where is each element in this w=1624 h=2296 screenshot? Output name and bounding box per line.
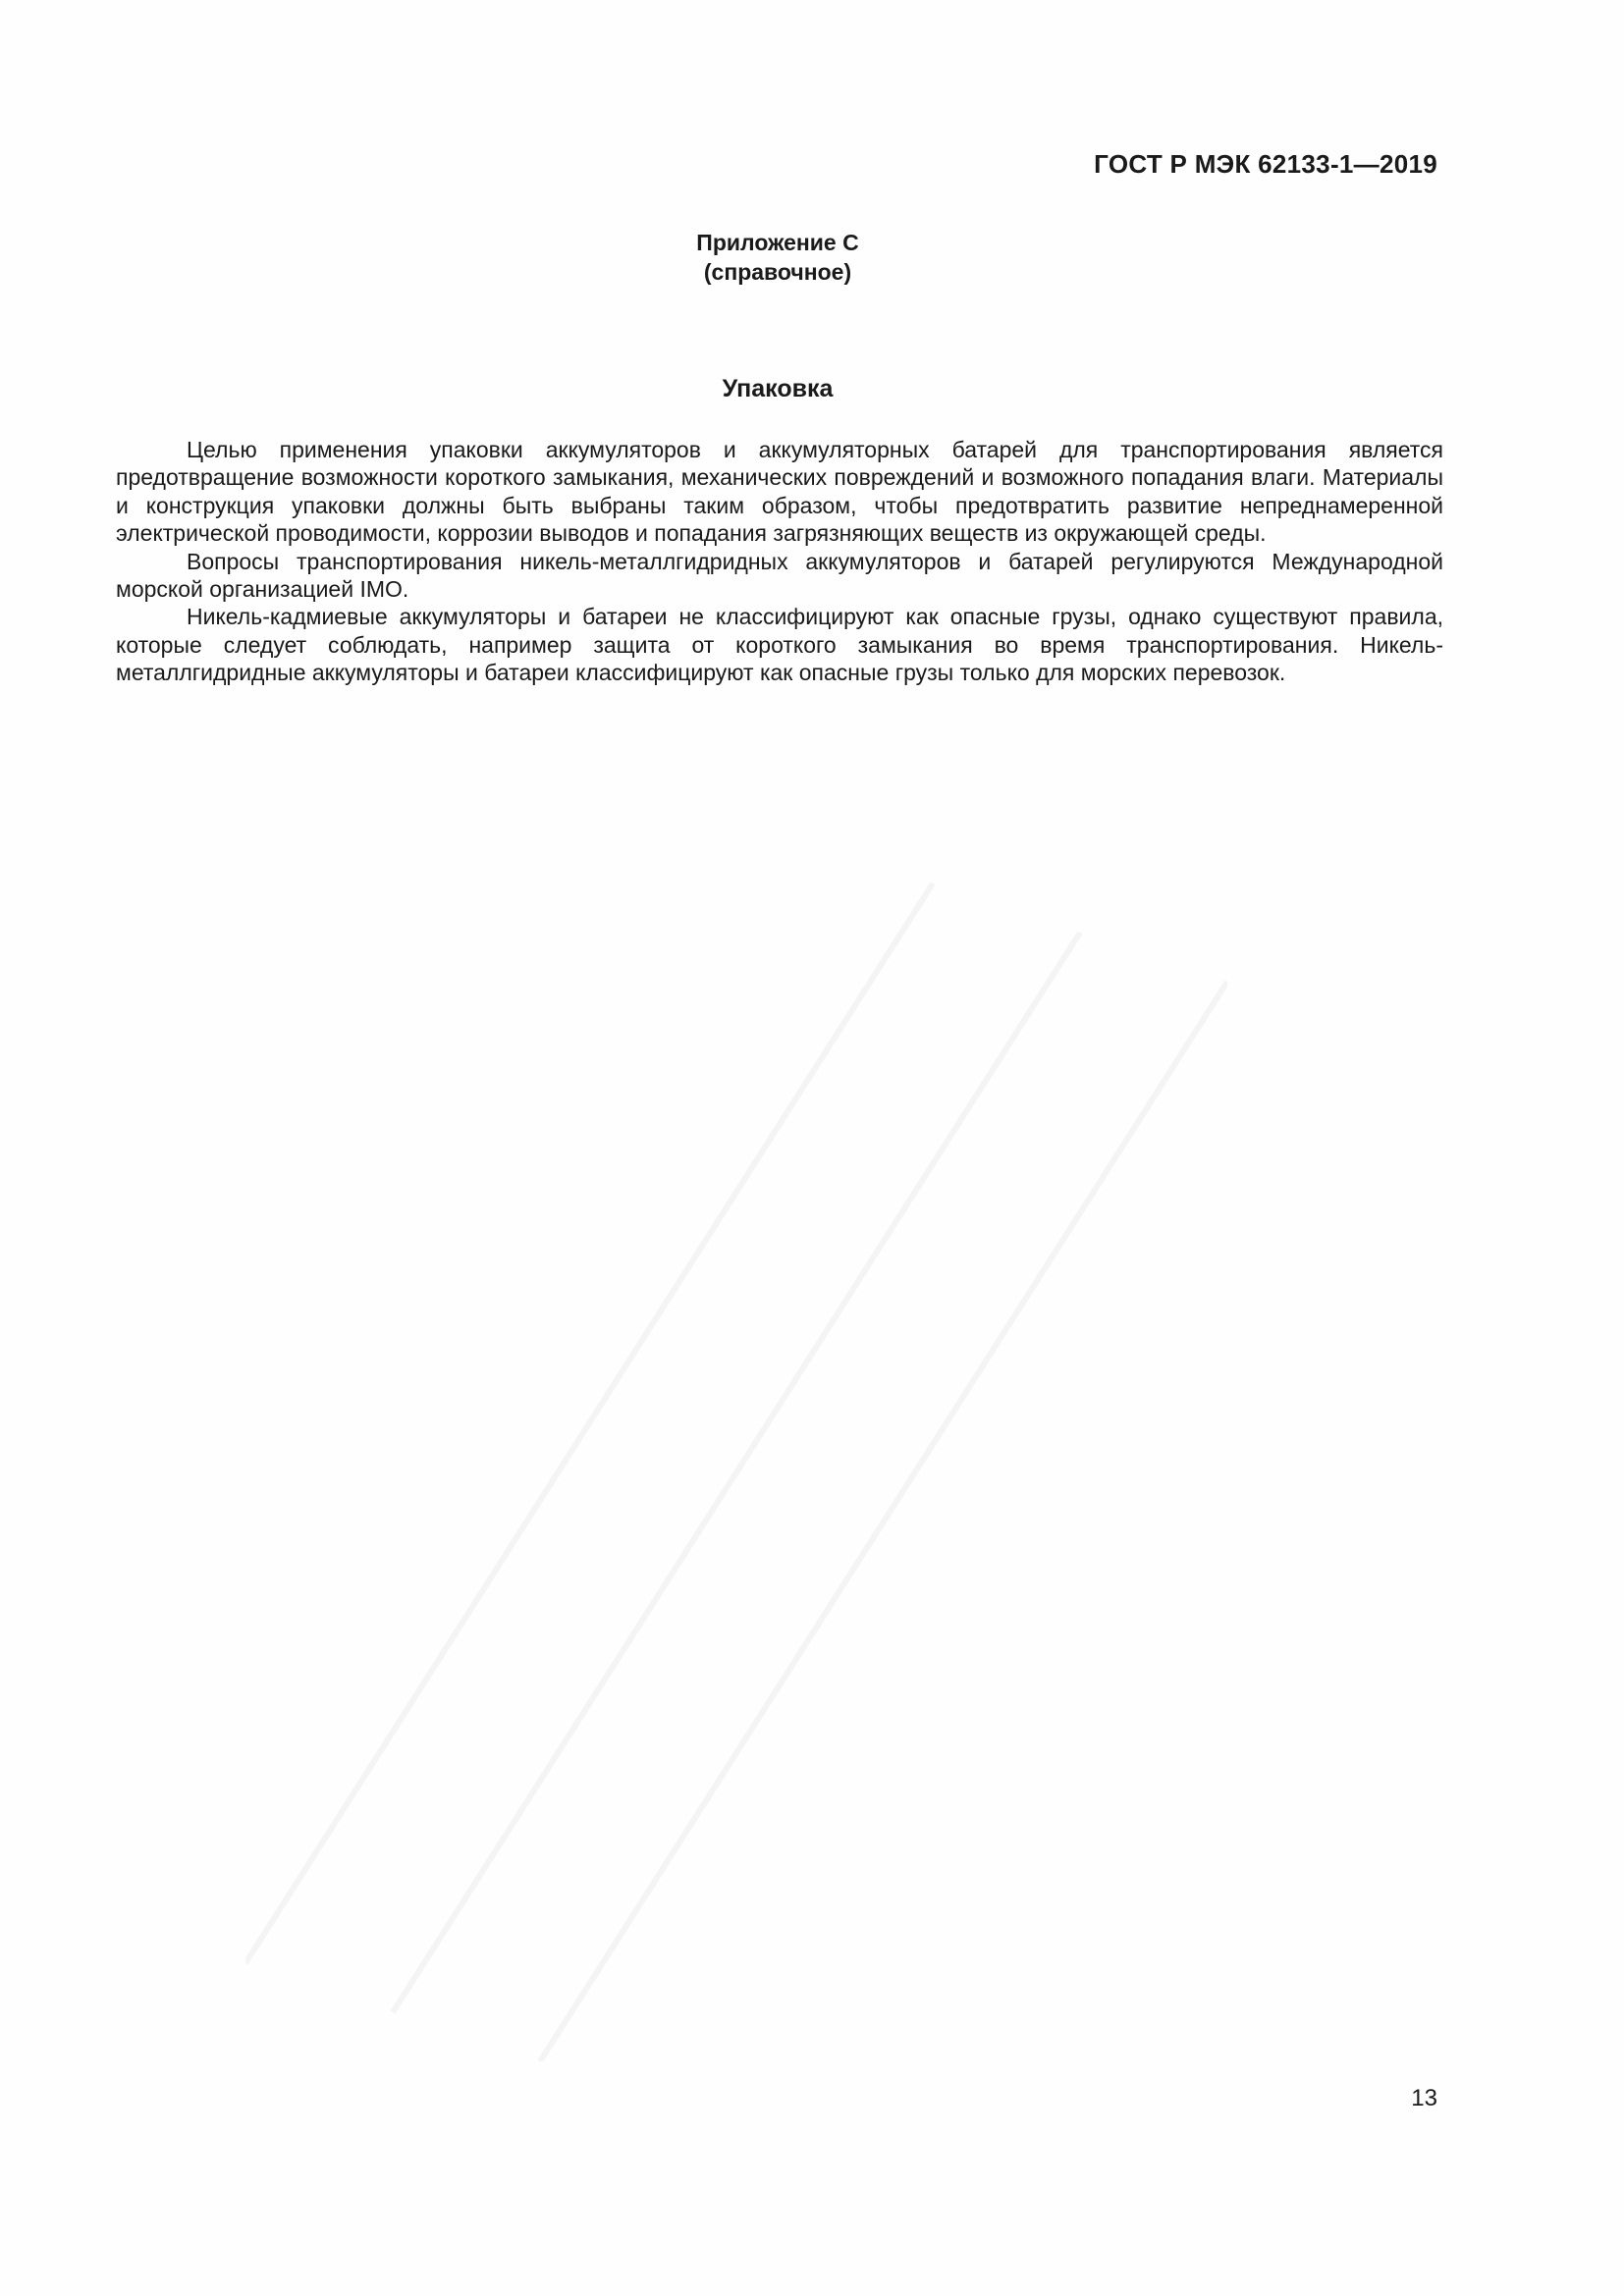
faint-watermark [245, 687, 1227, 2061]
body-text [116, 436, 1443, 687]
paragraph-hazard-classification: Никель-кадмиевые аккумуляторы и батареи не классифицируют как опасные грузы, однако существуют правила, которые следует соблюдать, например защита от короткого замыкания во время транспортирования. Никель-металлгидридные аккумуляторы и батареи классифицируют как опасные грузы только для морских перевозок. [116, 604, 1443, 686]
page-number: 13 [1411, 2085, 1437, 2111]
section-title: Упаковка [722, 375, 834, 402]
appendix-type: (справочное) [703, 259, 852, 285]
appendix-title: Приложение С [696, 230, 859, 255]
paragraph-packaging-purpose: Целью применения упаковки аккумуляторов и аккумуляторных батарей для транспортирования является предотвращение возможности короткого замыкания, механических повреждений и возможного попадания влаги. Материалы и конструкция упаковки должны быть выбраны таким образом, чтобы предотвратить развитие непреднамеренной электрической проводимости, коррозии выводов и попадания загрязняющих веществ из окружающей среды. [116, 437, 1443, 547]
appendix-heading [0, 228, 1555, 287]
paragraph-transport-regulation: Вопросы транспортирования никель-металлгидридных аккумуляторов и батарей регулируются Международной морской организацией IMO. [116, 548, 1443, 603]
document-code: ГОСТ Р МЭК 62133-1—2019 [1094, 149, 1437, 179]
